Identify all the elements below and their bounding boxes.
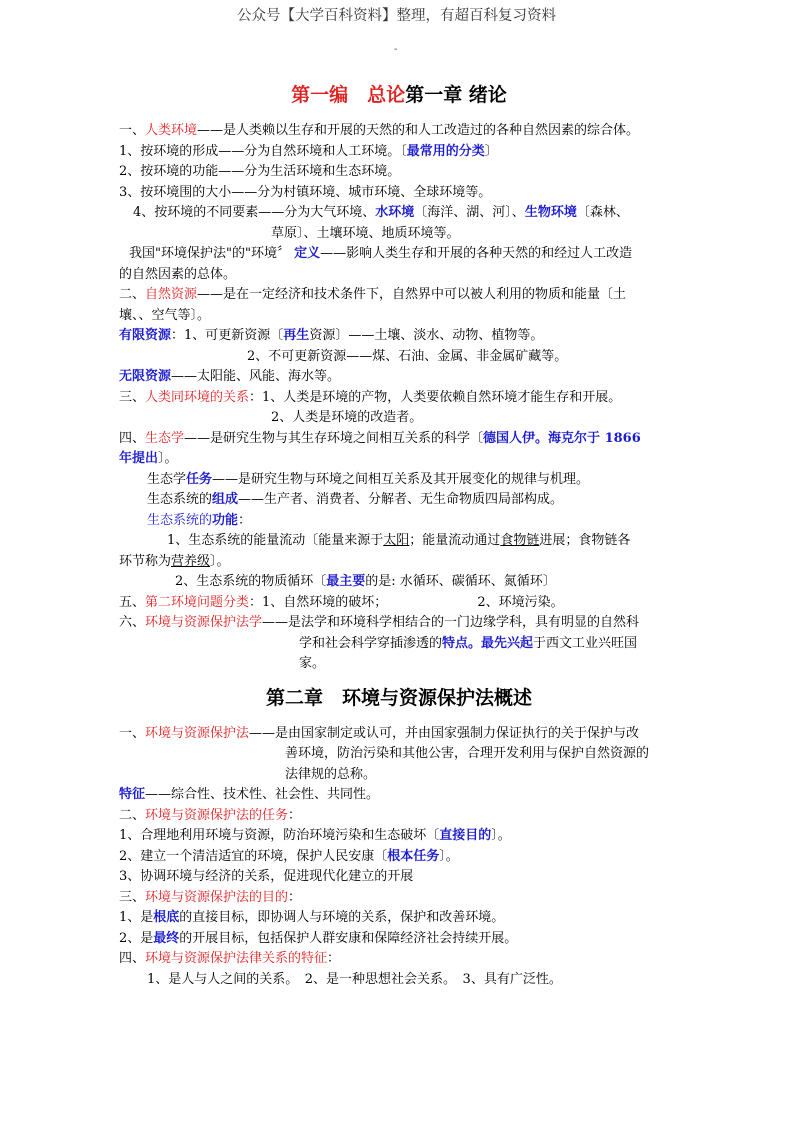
ch2-section-4: 四、环境与资源保护法律关系的特征：: [119, 951, 341, 966]
header-dash: -: [394, 44, 398, 55]
law-definition-continued: 的自然因素的总体。: [119, 266, 237, 282]
term-legal-relation-features: 环境与资源保护法律关系的特征: [145, 951, 328, 966]
chapter-title: 第一章 绪论: [405, 84, 507, 106]
section-1-definition: 一、人类环境——是人类赖以生存和开展的天然的和人工改造过的各种自然因素的综合体。: [119, 123, 640, 138]
term-ecology: 生态学: [145, 430, 185, 446]
limited-resources-2: 2、不可更新资源——煤、石油、金属、非金属矿藏等。: [247, 348, 568, 364]
ecosystem-function: 生态系统的功能：: [147, 512, 252, 528]
list-item: 2、是最终的开展目标，包括保护人群安康和保障经济社会持续开展。: [119, 930, 518, 946]
list-item: 1、按环境的形成——分为自然环境和人工环境。〔最常用的分类〕: [119, 143, 498, 159]
ch2-section-2: 二、环境与资源保护法的任务：: [119, 807, 302, 823]
list-item-continued: 草原〕、土壤环境、地质环境等。: [271, 225, 460, 241]
section-3-item-2: 2、人类是环境的改造者。: [271, 410, 423, 425]
list-item: 2、按环境的功能——分为生活环境和生态环境。: [119, 164, 401, 179]
term-human-environment-relation: 人类同环境的关系: [145, 389, 250, 405]
list-item: 3、按环境围的大小——分为村镇环境、城市环境、全球环境等。: [119, 184, 492, 200]
section-6: 六、环境与资源保护法学——是法学和环境科学相结合的一门边缘学科，具有明显的自然科: [119, 615, 640, 630]
section-2-definition: 二、自然资源——是在一定经济和技术条件下，自然界中可以被人利用的物质和能量〔土: [119, 287, 627, 302]
term-env-resource-law-science: 环境与资源保护法学: [145, 615, 263, 630]
list-item: 1、合理地利用环境与资源，防治环境污染和生态破坏〔直接目的〕。: [119, 828, 511, 843]
part-title: 第一编 总论: [291, 84, 406, 106]
section-3: 三、人类同环境的关系：1、人类是环境的产物，人类要依赖自然环境才能生存和开展。: [119, 389, 622, 405]
chapter-2-title: 第二章 环境与资源保护法概述: [265, 686, 532, 709]
law-definition: 我国"环境保护法"的"环境〞 定义——影响人类生存和开展的各种天然的和经过人工改造: [129, 246, 633, 261]
page-header: 公众号【大学百科资料】整理，有超百科复习资料: [237, 8, 556, 24]
ecology-task: 生态学任务——是研究生物与环境之间相互关系及其开展变化的规律与机理。: [147, 471, 590, 487]
ch2-section-3: 三、环境与资源保护法的目的：: [119, 889, 302, 905]
list-item: 3、协调环境与经济的关系，促进现代化建立的开展: [119, 869, 414, 884]
ch2-section-1-end: 法律规的总称。: [285, 766, 377, 782]
term-env-resource-law: 环境与资源保护法: [145, 725, 250, 741]
list-item: 1、是根底的直接目标，即协调人与环境的关系，保护和改善环境。: [119, 910, 505, 925]
section-2-continued: 壤、、空气等〕。: [119, 307, 211, 323]
section-6-end: 家。: [299, 656, 326, 671]
ecosystem-composition: 生态系统的组成——生产者、消费者、分解者、无生命物质四局部构成。: [147, 492, 564, 507]
term-law-goals: 环境与资源保护法的目的: [145, 889, 289, 905]
document-body: [119, 80, 679, 990]
chapter-1-title: [119, 80, 679, 107]
ch2-section-4-items: 1、是人与人之间的关系。 2、是一种思想社会关系。 3、具有广泛性。: [147, 971, 562, 987]
term-human-environment: 人类环境: [145, 123, 198, 138]
limited-resources: 有限资源：1、可更新资源〔再生资源〕——土壤、淡水、动物、植物等。: [119, 328, 544, 343]
ecosystem-function-1: 1、生态系统的能量流动〔能量来源于太阳；能量流动通过食物链进展；食物链各: [167, 533, 631, 548]
term-law-tasks: 环境与资源保护法的任务: [145, 807, 289, 823]
term-second-environment-problem: 第二环境问题分类: [145, 594, 250, 610]
section-6-continued: 学和社会科学穿插渗透的特点。最先兴起于西文工业兴旺国: [299, 635, 638, 651]
ch2-section-1-continued: 善环境，防治污染和其他公害，合理开发利用与保护自然资源的: [285, 746, 650, 761]
section-4-continued: 年提出〕。: [119, 451, 178, 466]
section-4: 四、生态学——是研究生物与其生存环境之间相互关系的科学〔德国人伊。海克尔于 1866: [119, 430, 641, 446]
ecosystem-function-1-continued: 环节称为营养级〕。: [119, 553, 230, 569]
ch2-features: 特征——综合性、技术性、社会性、共同性。: [119, 787, 380, 802]
section-5: 五、第二环境问题分类：1、自然环境的破坏； 2、环境污染。: [119, 594, 564, 610]
term-natural-resources: 自然资源: [145, 287, 198, 302]
list-item: 4、按环境的不同要素——分为大气环境、水环境〔海洋、湖、河〕、生物环境〔森林、: [133, 205, 629, 220]
ch2-section-1: 一、环境与资源保护法——是由国家制定或认可，并由国家强制力保证执行的关于保护与改: [119, 725, 640, 741]
list-item: 2、建立一个清洁适宜的环境，保护人民安康〔根本任务〕。: [119, 848, 459, 864]
ecosystem-function-2: 2、生态系统的物质循环〔最主要的是: 水循环、碳循环、氮循环〕: [175, 574, 556, 589]
unlimited-resources: 无限资源——太阳能、风能、海水等。: [119, 369, 341, 384]
